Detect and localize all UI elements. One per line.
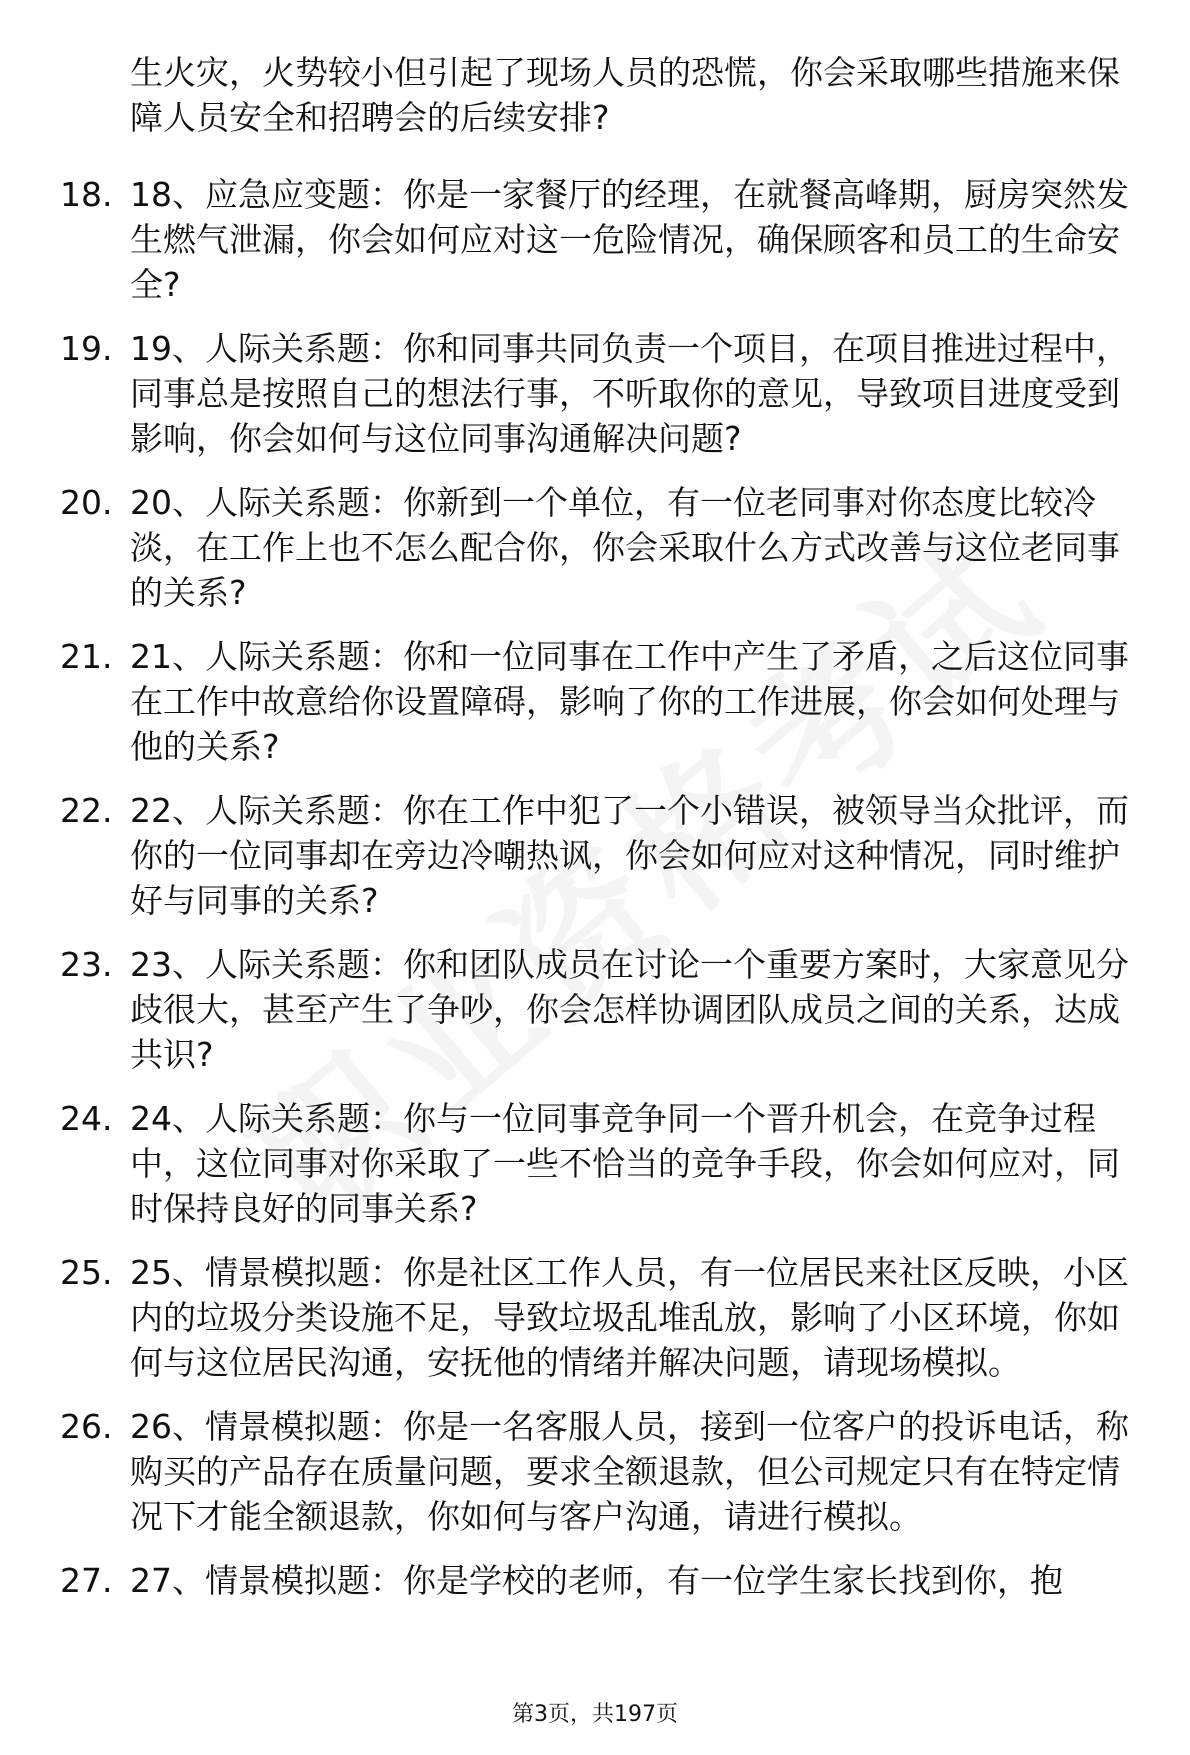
question-text: 26、情景模拟题：你是一名客服人员，接到一位客户的投诉电话，称购买的产品存在质量问题，要求全额退款，但公司规定只有在特定情况下才能全额退款，你如何与客户沟通，请进行模拟。 <box>130 1407 1129 1536</box>
question-number: 20. <box>60 483 113 522</box>
question-item <box>60 1096 1150 1231</box>
question-item <box>60 634 1150 769</box>
question-number: 26. <box>60 1407 113 1446</box>
continuation-paragraph: 生火灾，火势较小但引起了现场人员的恐慌，你会采取哪些措施来保障人员安全和招聘会的后续安排? <box>130 53 1120 137</box>
question-number: 25. <box>60 1253 113 1292</box>
question-text: 23、人际关系题：你和团队成员在讨论一个重要方案时，大家意见分歧很大，甚至产生了争吵，你会怎样协调团队成员之间的关系，达成共识? <box>130 945 1129 1074</box>
question-text: 21、人际关系题：你和一位同事在工作中产生了矛盾，之后这位同事在工作中故意给你设置障碍，影响了你的工作进展，你会如何处理与他的关系? <box>130 637 1129 766</box>
question-number: 24. <box>60 1099 113 1138</box>
page-footer: 第3页，共197页 <box>512 1702 678 1727</box>
question-number: 23. <box>60 945 113 984</box>
question-item <box>60 480 1150 615</box>
question-item <box>60 172 1150 307</box>
question-text: 20、人际关系题：你新到一个单位，有一位老同事对你态度比较冷淡，在工作上也不怎么配合你，你会采取什么方式改善与这位老同事的关系? <box>130 483 1120 612</box>
question-number: 21. <box>60 637 113 676</box>
question-text: 24、人际关系题：你与一位同事竞争同一个晋升机会，在竞争过程中，这位同事对你采取了一些不恰当的竞争手段，你会如何应对，同时保持良好的同事关系? <box>130 1099 1120 1228</box>
question-text: 19、人际关系题：你和同事共同负责一个项目，在项目推进过程中，同事总是按照自己的想法行事，不听取你的意见，导致项目进度受到影响，你会如何与这位同事沟通解决问题? <box>130 329 1129 458</box>
question-item <box>60 1404 1150 1539</box>
question-text: 18、应急应变题：你是一家餐厅的经理，在就餐高峰期，厨房突然发生燃气泄漏，你会如何应对这一危险情况，确保顾客和员工的生命安全? <box>130 175 1129 304</box>
question-item <box>60 788 1150 923</box>
question-number: 18. <box>60 175 113 214</box>
question-item <box>60 1250 1150 1385</box>
question-item <box>60 1558 1150 1603</box>
question-text: 27、情景模拟题：你是学校的老师，有一位学生家长找到你，抱 <box>130 1561 1063 1600</box>
question-number: 19. <box>60 329 113 368</box>
question-text: 22、人际关系题：你在工作中犯了一个小错误，被领导当众批评，而你的一位同事却在旁边冷嘲热讽，你会如何应对这种情况，同时维护好与同事的关系? <box>130 791 1129 920</box>
question-item <box>60 326 1150 461</box>
question-text: 25、情景模拟题：你是社区工作人员，有一位居民来社区反映，小区内的垃圾分类设施不足，导致垃圾乱堆乱放，影响了小区环境，你如何与这位居民沟通，安抚他的情绪并解决问题，请现场模拟。 <box>130 1253 1129 1382</box>
question-number: 22. <box>60 791 113 830</box>
document-body <box>60 50 1150 1622</box>
question-item <box>60 942 1150 1077</box>
question-number: 27. <box>60 1561 113 1600</box>
